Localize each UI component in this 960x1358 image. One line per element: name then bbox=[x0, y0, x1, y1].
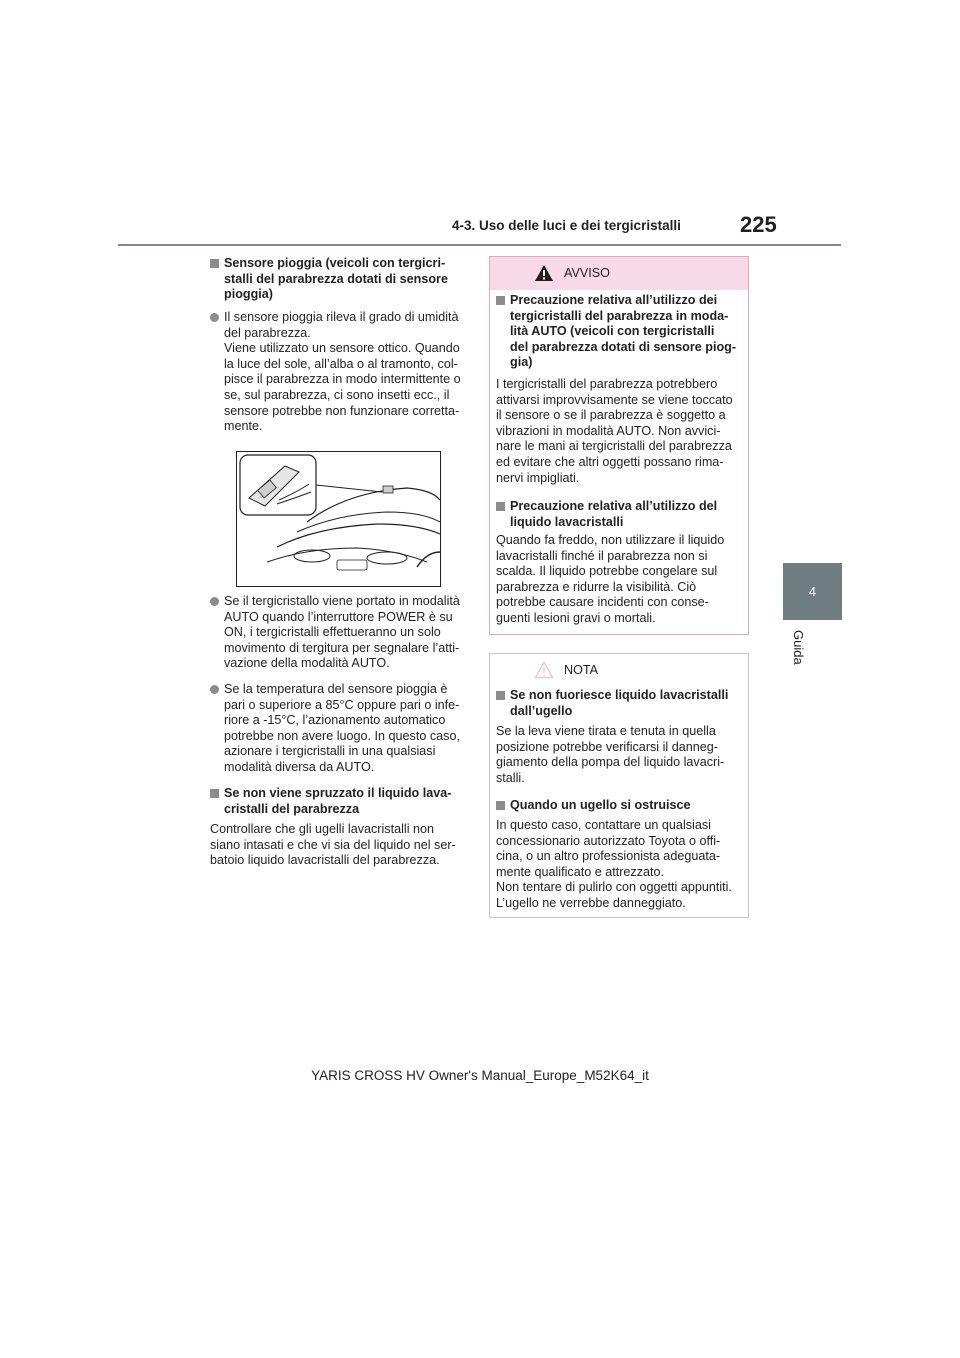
section-title: 4-3. Uso delle luci e dei tergicristalli bbox=[452, 218, 681, 233]
bullet-temperature: Se la temperatura del sensore pioggia è pari o superiore a 85°C oppure pari o infe- riore a -15°C, l’azionamento automatico potrebbe non avere luogo. In questo caso, azionare i tergicristalli in una qualsiasi modalità diversa da AUTO. bbox=[210, 682, 476, 776]
rain-sensor-heading: Sensore pioggia (veicoli con tergicri- stalli del parabrezza dotati di sensore pioggia) bbox=[210, 256, 474, 303]
chapter-tab[interactable]: 4 bbox=[783, 563, 842, 620]
warning-text-auto: I tergicristalli del parabrezza potrebbero attivarsi improvvisamente se viene toccato il sensore o se il parabrezza è soggetto a vibrazioni in modalità AUTO. Non avvici- nare le mani ai tergicristalli del parabrezza ed evitare che altri oggetti possano rima- nervi impigliati. bbox=[496, 377, 733, 485]
washer-heading: Se non viene spruzzato il liquido lava- cristalli del parabrezza bbox=[210, 786, 474, 817]
square-bullet-icon bbox=[210, 789, 219, 798]
round-bullet-icon bbox=[210, 313, 219, 322]
warning-heading-washer: Precauzione relativa all’utilizzo del liquido lavacristalli bbox=[496, 499, 746, 530]
note-text-nozzle: In questo caso, contattare un qualsiasi concessionario autorizzato Toyota o offi- cina, o un altro professionista adeguata- mente qualificato e attrezzato. Non tentare di pulirlo con oggetti appuntiti. L’ugello ne verrebbe danneggiato. bbox=[496, 818, 732, 910]
rain-sensor-figure bbox=[236, 451, 441, 587]
warning-triangle-icon bbox=[534, 264, 554, 282]
square-bullet-icon bbox=[496, 801, 505, 810]
warning-title: AVVISO bbox=[564, 266, 610, 280]
square-bullet-icon bbox=[496, 296, 505, 305]
washer-text: Controllare che gli ugelli lavacristalli non siano intasati e che vi sia del liquido nel ser- batoio liquido lavacristalli del parabrezza. bbox=[210, 822, 456, 868]
square-bullet-icon bbox=[210, 259, 219, 268]
note-box bbox=[489, 653, 749, 918]
note-heading-nozzle: Quando un ugello si ostruisce bbox=[496, 798, 746, 814]
caution-triangle-outline-icon bbox=[534, 661, 554, 679]
warning-text-washer: Quando fa freddo, non utilizzare il liquido lavacristalli finché il parabrezza non si scalda. Il liquido potrebbe congelare sul parabrezza e ridurre la visibilità. Ciò potrebbe causare incidenti con conse- guenti lesioni gravi o mortali. bbox=[496, 533, 725, 625]
windshield-sensor-illustration bbox=[237, 452, 440, 586]
round-bullet-icon bbox=[210, 685, 219, 694]
page-number: 225 bbox=[740, 212, 777, 237]
square-bullet-icon bbox=[496, 691, 505, 700]
bullet-rain-sensor-info: Il sensore pioggia rileva il grado di umidità del parabrezza. Viene utilizzato un sensore ottico. Quando la luce del sole, all’alba o al tramonto, col- pisce il parabrezza in modo intermittente o se, sul parabrezza, ci sono insetti ecc., il sensore potrebbe non funzionare corretta- mente. bbox=[210, 310, 476, 435]
chapter-label: Guida bbox=[791, 630, 806, 665]
warning-title-band bbox=[490, 257, 748, 290]
square-bullet-icon bbox=[496, 502, 505, 511]
note-heading-no-fluid: Se non fuoriesce liquido lavacristalli dall’ugello bbox=[496, 688, 746, 719]
footer-manual-id: YARIS CROSS HV Owner's Manual_Europe_M52K64_it bbox=[311, 1068, 649, 1083]
header-rule bbox=[118, 244, 841, 246]
round-bullet-icon bbox=[210, 597, 219, 606]
note-text-no-fluid: Se la leva viene tirata e tenuta in quella posizione potrebbe verificarsi il danneg- giamento della pompa del liquido lavacri- stalli. bbox=[496, 724, 725, 785]
warning-heading-auto: Precauzione relativa all’utilizzo dei tergicristalli del parabrezza in moda- lità AUTO (veicoli con tergicristalli del parabrezza dotati di sensore piog- gia) bbox=[496, 293, 746, 371]
note-title: NOTA bbox=[564, 663, 599, 677]
bullet-auto-mode: Se il tergicristallo viene portato in modalità AUTO quando l’interruttore POWER è su ON, i tergicristalli effettueranno un solo movimento di tergitura per segnalare l’atti- vazione della modalità AUTO. bbox=[210, 594, 476, 672]
warning-box bbox=[489, 256, 749, 635]
